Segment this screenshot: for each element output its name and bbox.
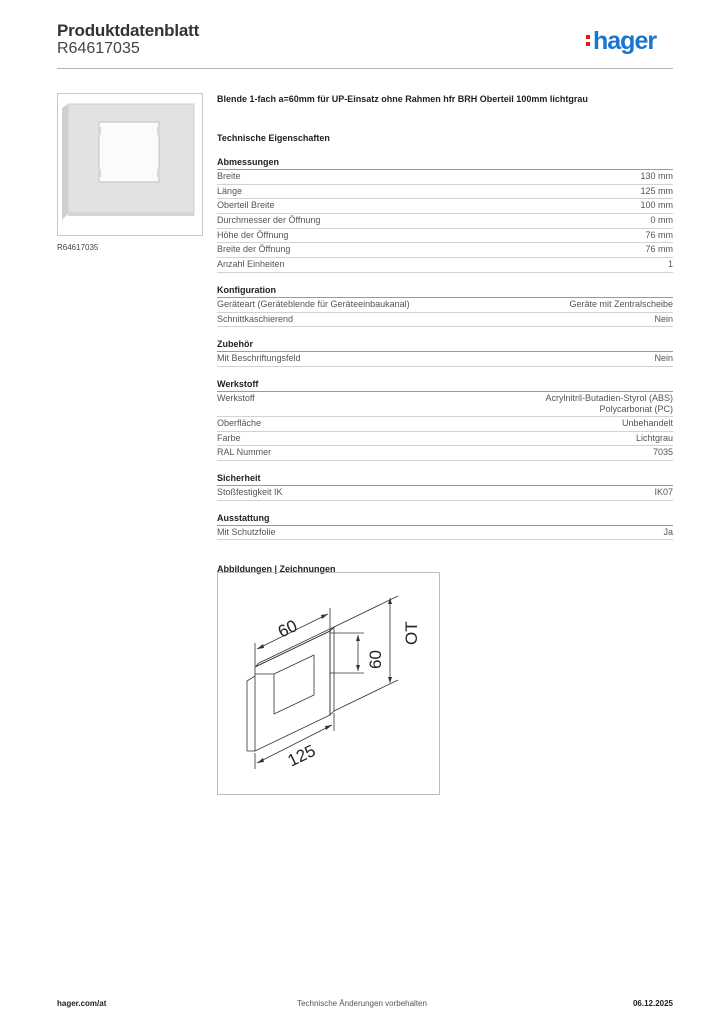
- property-value: IK07: [654, 486, 673, 497]
- property-group: [217, 377, 673, 461]
- property-group: [217, 155, 673, 273]
- dim-width-label: 60: [274, 616, 301, 642]
- property-label: Oberteil Breite: [217, 200, 275, 211]
- property-value: 130 mm: [640, 171, 673, 181]
- property-label: Länge: [217, 185, 243, 196]
- dim-height-label: 60: [366, 650, 385, 669]
- property-label: Werkstoff: [217, 392, 255, 403]
- property-value: Ja: [663, 526, 673, 537]
- property-row: [217, 417, 673, 432]
- property-row: [217, 392, 673, 417]
- property-value: 125 mm: [640, 185, 673, 196]
- group-title: Werkstoff: [217, 377, 673, 392]
- property-label: RAL Nummer: [217, 447, 272, 458]
- property-row: [217, 243, 673, 258]
- property-label: Mit Schutzfolie: [217, 526, 276, 537]
- group-title: Zubehör: [217, 337, 673, 352]
- property-label: Anzahl Einheiten: [217, 259, 285, 270]
- property-row: [217, 446, 673, 461]
- property-row: [217, 185, 673, 200]
- property-label: Schnittkaschierend: [217, 313, 294, 324]
- header-divider: [57, 68, 673, 69]
- product-image: [57, 93, 203, 236]
- property-label: Farbe: [217, 432, 241, 443]
- footer-note: Technische Änderungen vorbehalten: [297, 999, 427, 1008]
- property-label: Durchmesser der Öffnung: [217, 215, 321, 226]
- hager-logo: [593, 26, 673, 56]
- property-label: Stoßfestigkeit IK: [217, 486, 283, 497]
- technical-drawing: [217, 572, 440, 795]
- property-row: [217, 258, 673, 273]
- property-label: Breite: [217, 171, 241, 181]
- group-title: Ausstattung: [217, 511, 673, 526]
- dimension-drawing-icon: [218, 573, 439, 794]
- property-row: [217, 298, 673, 313]
- property-row: [217, 313, 673, 328]
- property-value: 1: [667, 259, 673, 270]
- property-group: [217, 511, 673, 541]
- logo-dots-icon: [586, 35, 590, 49]
- property-label: Breite der Öffnung: [217, 244, 291, 255]
- property-value: 76 mm: [645, 229, 673, 240]
- property-row: [217, 526, 673, 541]
- property-group: [217, 283, 673, 327]
- property-row: [217, 199, 673, 214]
- property-row: [217, 214, 673, 229]
- property-row: [217, 229, 673, 244]
- property-group: [217, 337, 673, 367]
- property-value: Nein: [654, 313, 673, 324]
- property-value: Lichtgrau: [635, 432, 673, 443]
- main-content: [217, 92, 673, 576]
- property-groups: [217, 155, 673, 540]
- cover-plate-photo-icon: [58, 94, 202, 235]
- drawings-heading: Abbildungen | Zeichnungen: [217, 564, 336, 575]
- property-row: [217, 170, 673, 185]
- footer-website: hager.com/at: [57, 999, 107, 1008]
- document-title: Produktdatenblatt: [57, 21, 200, 40]
- property-value: Acrylnitril-Butadien-Styrol (ABS) Polycarbonat (PC): [545, 392, 673, 415]
- property-value: Geräte mit Zentralscheibe: [569, 298, 673, 309]
- group-title: Abmessungen: [217, 155, 673, 170]
- property-label: Geräteart (Geräteblende für Geräteeinbaukanal): [217, 298, 410, 309]
- property-row: [217, 432, 673, 447]
- tech-properties-heading: Technische Eigenschaften: [217, 133, 330, 143]
- group-title: Sicherheit: [217, 471, 673, 486]
- property-value: 100 mm: [640, 200, 673, 211]
- group-title: Konfiguration: [217, 283, 673, 298]
- property-label: Mit Beschriftungsfeld: [217, 353, 301, 364]
- property-label: Höhe der Öffnung: [217, 229, 289, 240]
- product-description: Blende 1-fach a=60mm für UP-Einsatz ohne Rahmen hfr BRH Oberteil 100mm lichtgrau: [217, 94, 588, 104]
- dim-ot-label: OT: [402, 621, 421, 645]
- dim-length-label: 125: [284, 740, 319, 771]
- image-caption: R64617035: [57, 243, 99, 252]
- property-value: Unbehandelt: [621, 417, 673, 428]
- property-row: [217, 352, 673, 367]
- property-value: 76 mm: [645, 244, 673, 255]
- property-value: Nein: [654, 353, 673, 364]
- property-value: 0 mm: [650, 215, 673, 226]
- footer-date: 06.12.2025: [632, 999, 673, 1008]
- property-group: [217, 471, 673, 501]
- property-value: 7035: [652, 447, 673, 458]
- product-number: R64617035: [57, 40, 140, 57]
- property-row: [217, 486, 673, 501]
- property-label: Oberfläche: [217, 417, 262, 428]
- logo-text: hager: [593, 27, 657, 55]
